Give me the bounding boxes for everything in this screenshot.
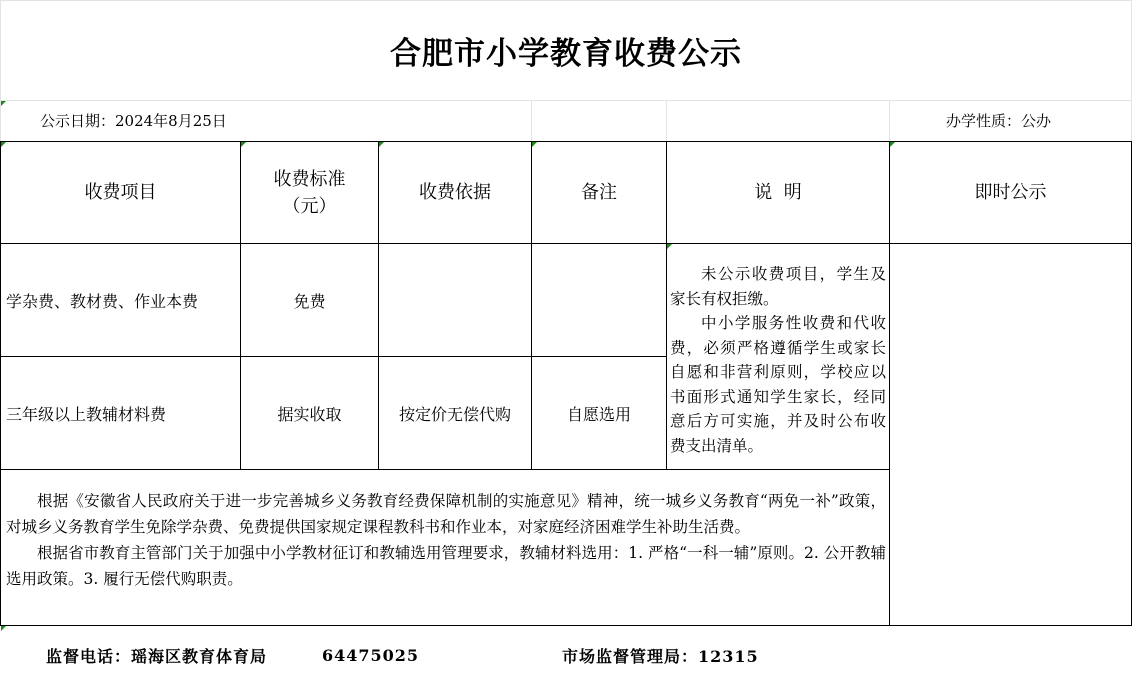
policy-basis-text (6, 488, 886, 592)
explanation-text (670, 262, 886, 458)
table-border (0, 469, 890, 470)
explanation-paragraph: 中小学服务性收费和代收费，必须严格遵循学生或家长自愿和非营利原则，学校应以书面形式通知学生家长，经同意后方可实施，并及时公布收费支出清单。 (670, 314, 886, 455)
gridline (889, 100, 890, 142)
basis-paragraph: 根据《安徽省人民政府关于进一步完善城乡义务教育经费保障机制的实施意见》精神，统一城乡义务教育“两免一补”政策，对城乡义务教育学生免除学杂费、免费提供国家规定课程教科书和作业本，对家庭经济困难学生补助生活费。 (6, 492, 886, 536)
header-fee-basis: 收费依据 (419, 182, 491, 203)
row1-fee-item: 学杂费、教材费、作业本费 (6, 291, 199, 311)
row2-remark: 自愿选用 (566, 404, 631, 424)
page-title: 合肥市小学教育收费公示 (390, 35, 742, 72)
header-fee-item: 收费项目 (84, 182, 157, 203)
header-instant-notice: 即时公示 (974, 182, 1047, 203)
header-fee-standard: 收费标准（元） (273, 168, 346, 217)
row1-remark (532, 244, 666, 356)
row2-fee-standard: 据实收取 (277, 404, 342, 424)
gridline (666, 100, 667, 142)
row1-fee-basis (379, 244, 531, 356)
basis-paragraph: 根据省市教育主管部门关于加强中小学教材征订和教辅选用管理要求，教辅材料选用：1. 严格“一科一辅”原则。2. 公开教辅选用政策。3. 履行无偿代购职责。 (6, 544, 886, 588)
row2-fee-basis: 按定价无偿代购 (398, 404, 511, 424)
supervision-hotline-label: 监督电话：瑶海区教育体育局 (46, 646, 268, 666)
market-supervision-hotline: 市场监督管理局：12315 (562, 646, 759, 666)
publish-date: 公示日期：2024年8月25日 (40, 112, 227, 130)
header-remark: 备注 (581, 182, 617, 203)
cell-marker (1, 626, 6, 631)
header-explanation: 说 明 (754, 182, 802, 203)
cell-marker (667, 244, 672, 249)
school-nature: 办学性质：公办 (946, 112, 1052, 130)
row2-fee-item: 三年级以上教辅材料费 (6, 404, 167, 424)
explanation-paragraph: 未公示收费项目，学生及家长有权拒缴。 (670, 265, 886, 308)
gridline (531, 100, 532, 142)
cell-marker (1, 101, 6, 106)
table-border (0, 625, 1132, 626)
row1-fee-standard: 免费 (293, 291, 326, 311)
supervision-hotline-number: 64475025 (322, 645, 420, 665)
